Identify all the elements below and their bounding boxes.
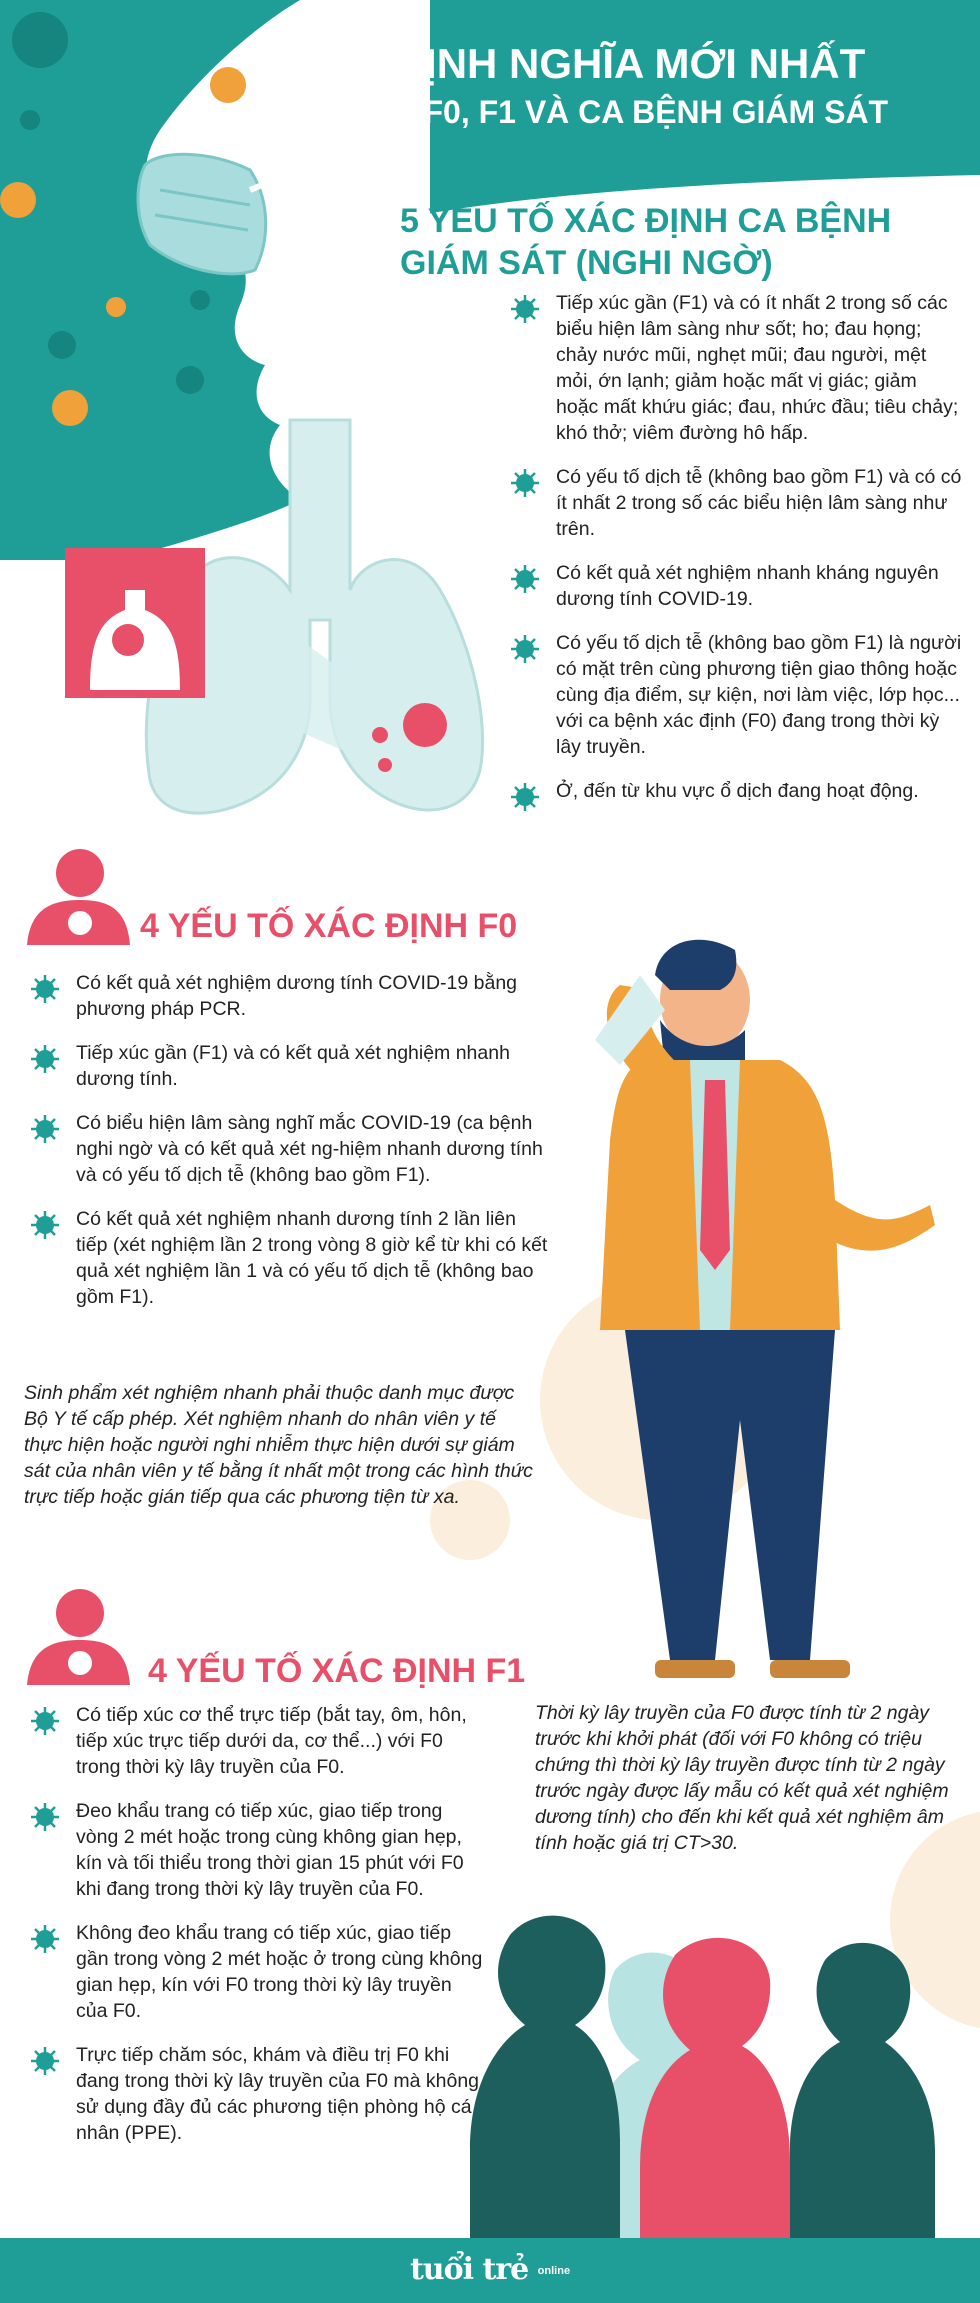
f1-list: [28, 1702, 488, 2164]
item-text: Trực tiếp chăm sóc, khám và điều trị F0 khi đang trong thời kỳ lây truyền của F0 mà không sử dụng đầy đủ các phương tiện phòng hộ cá nhân (PPE).: [76, 2044, 480, 2144]
list-item: [508, 778, 963, 804]
list-item: [508, 560, 963, 612]
f1-heading: 4 YẾU TỐ XÁC ĐỊNH F1: [148, 1652, 526, 1690]
item-text: Tiếp xúc gần (F1) và có kết quả xét nghiệm nhanh dương tính.: [76, 1042, 510, 1090]
item-text: Có kết quả xét nghiệm dương tính COVID-19 bằng phương pháp PCR.: [76, 972, 518, 1020]
list-item: [28, 1798, 488, 1902]
virus-bullet-icon: [510, 564, 540, 594]
item-text: Có biểu hiện lâm sàng nghĩ mắc COVID-19 (ca bệnh nghi ngờ và có kết quả xét ng-hiệm nhanh dương tính và có yếu tố dịch tễ (không bao gồm F1).: [76, 1112, 543, 1186]
list-item: [28, 1920, 488, 2024]
f1-note: Thời kỳ lây truyền của F0 được tính từ 2 ngày trước khi khởi phát (đối với F0 không có triệu chứng thì thời kỳ lây truyền được tính từ 2 ngày trước ngày được lấy mẫu có kết quả xét nghiệm dương tính) cho đến khi kết quả xét nghiệm âm tính hoặc giá trị CT>30.: [535, 1702, 949, 1854]
page-title: [300, 38, 960, 134]
virus-bullet-icon: [30, 1802, 60, 1832]
item-text: Đeo khẩu trang có tiếp xúc, giao tiếp trong vòng 2 mét hoặc trong cùng không gian hẹp, kín và tối thiểu trong thời gian 15 phút với F0 khi đang trong thời kỳ lây truyền của F0.: [76, 1800, 464, 1900]
list-item: [508, 464, 963, 542]
virus-bullet-icon: [30, 1044, 60, 1074]
list-item: [28, 2042, 488, 2146]
virus-bullet-icon: [30, 1706, 60, 1736]
list-item: [28, 1040, 548, 1092]
virus-bullet-icon: [30, 1210, 60, 1240]
f0-note: Sinh phẩm xét nghiệm nhanh phải thuộc danh mục được Bộ Y tế cấp phép. Xét nghiệm nhanh do nhân viên y tế thực hiện hoặc người nghi nhiễm thực hiện dưới sự giám sát của nhân viên y tế bằng ít nhất một trong các hình thức trực tiếp hoặc gián tiếp qua các phương tiện từ xa.: [24, 1382, 533, 1508]
list-item: [28, 1702, 488, 1780]
virus-bullet-icon: [30, 2046, 60, 2076]
virus-bullet-icon: [510, 782, 540, 812]
person-icon: [22, 845, 132, 945]
item-text: Có yếu tố dịch tễ (không bao gồm F1) là người có mặt trên cùng phương tiện giao thông hoặc cùng địa điểm, sự kiện, nơi làm việc, lớp học... với ca bệnh xác định (F0) đang trong thời kỳ lây truyền.: [556, 632, 962, 758]
person-icon: [22, 1585, 132, 1685]
tuoitre-logo[interactable]: [0, 2252, 980, 2287]
list-item: [508, 290, 963, 446]
item-text: Có yếu tố dịch tễ (không bao gồm F1) và có có ít nhất 2 trong số các biểu hiện lâm sàng như trên.: [556, 466, 962, 540]
list-item: [28, 1110, 548, 1188]
f0-list: [28, 970, 548, 1328]
f0-heading: 4 YẾU TỐ XÁC ĐỊNH F0: [140, 907, 518, 945]
virus-bullet-icon: [510, 294, 540, 324]
item-text: Có kết quả xét nghiệm nhanh dương tính 2 lần liên tiếp (xét nghiệm lần 2 trong vòng 8 giờ kể từ khi có kết quả xét nghiệm lần 1 và có yếu tố dịch tễ (không bao gồm F1).: [76, 1208, 548, 1308]
item-text: Có kết quả xét nghiệm nhanh kháng nguyên dương tính COVID-19.: [556, 562, 939, 610]
title-line-1: ĐỊNH NGHĨA MỚI NHẤT: [394, 40, 866, 87]
list-item: [28, 970, 548, 1022]
virus-bullet-icon: [30, 974, 60, 1004]
item-text: Tiếp xúc gần (F1) và có ít nhất 2 trong số các biểu hiện lâm sàng như sốt; ho; đau họng; chảy nước mũi, nghẹt mũi; đau người, mệt mỏi, ớn lạnh; giảm hoặc mất vị giác; giảm hoặc mất khứu giác; đau, nhức đầu; tiêu chảy; khó thở; viêm đường hô hấp.: [556, 292, 959, 444]
item-text: Ở, đến từ khu vực ổ dịch đang hoạt động.: [556, 780, 919, 802]
list-item: [508, 630, 963, 760]
suspected-heading-line-2: GIÁM SÁT (NGHI NGỜ): [400, 244, 773, 282]
suspected-heading-line-1: 5 YẾU TỐ XÁC ĐỊNH CA BỆNH: [400, 202, 892, 240]
item-text: Không đeo khẩu trang có tiếp xúc, giao tiếp gần trong vòng 2 mét hoặc ở trong cùng không gian hẹp, kín với F0 trong thời kỳ lây truyền của F0.: [76, 1922, 483, 2022]
suspected-list: [508, 290, 963, 822]
logo-sub-text: online: [537, 2265, 571, 2277]
virus-bullet-icon: [510, 634, 540, 664]
virus-bullet-icon: [30, 1114, 60, 1144]
crowd-illustration: [470, 1916, 935, 2238]
virus-bullet-icon: [510, 468, 540, 498]
coughing-man-illustration: [595, 940, 935, 1678]
logo-main-text: tuổi trẻ: [409, 2252, 529, 2287]
title-line-2: VỀ F0, F1 VÀ CA BỆNH GIÁM SÁT: [371, 94, 889, 130]
item-text: Có tiếp xúc cơ thể trực tiếp (bắt tay, ôm, hôn, tiếp xúc trực tiếp dưới da, cơ thể...) với F0 trong thời kỳ lây truyền của F0.: [76, 1704, 467, 1778]
virus-bullet-icon: [30, 1924, 60, 1954]
suspected-heading: [400, 200, 960, 284]
list-item: [28, 1206, 548, 1310]
